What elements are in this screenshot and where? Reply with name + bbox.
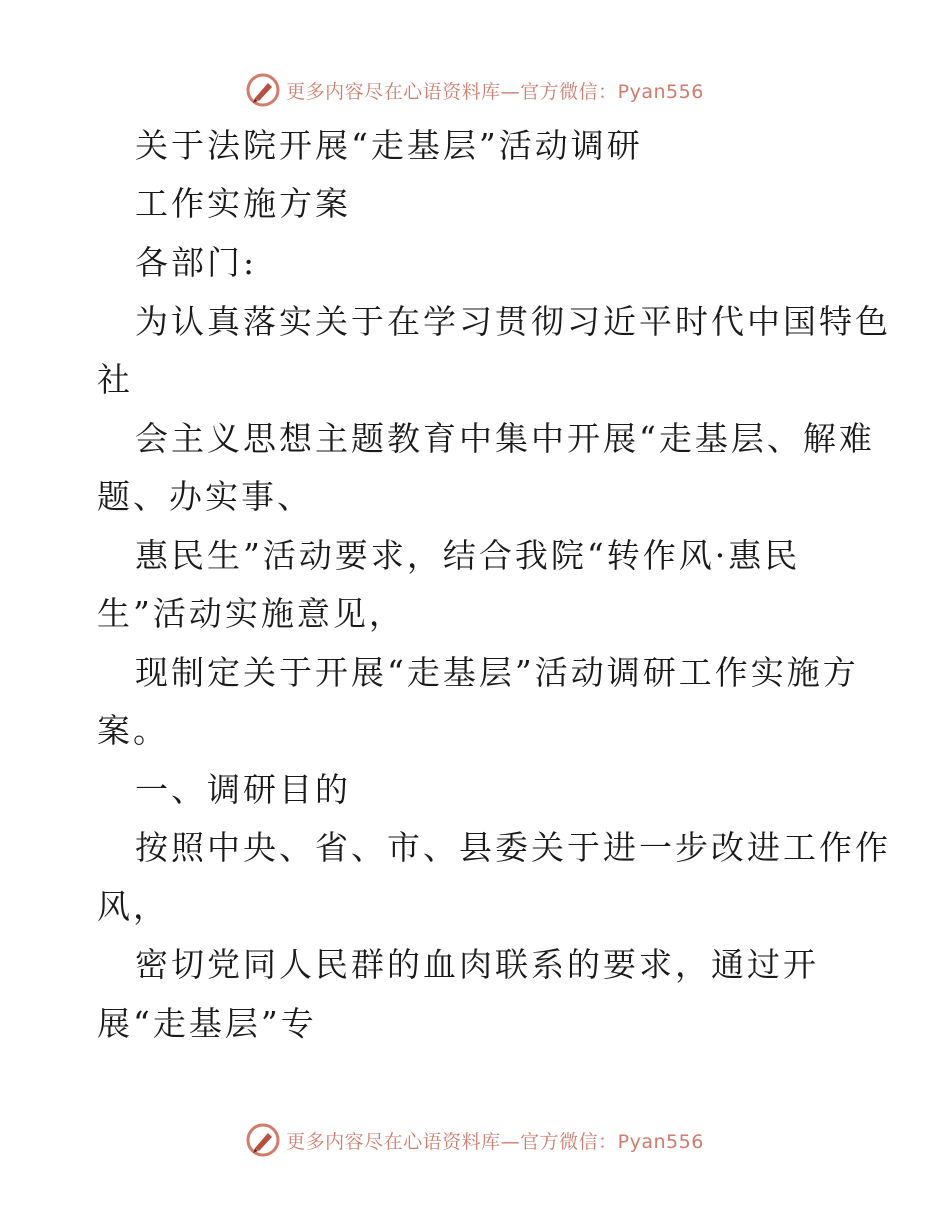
paragraph-line: 风，	[97, 887, 169, 926]
paragraph-line: 惠民生”活动要求，结合我院“转作风·惠民	[135, 536, 801, 575]
paragraph-line: 社	[97, 360, 133, 399]
watermark-header	[0, 70, 950, 110]
paragraph-line: 会主义思想主题教育中集中开展“走基层、解难	[135, 419, 875, 458]
watermark-text: 更多内容尽在心语资料库—官方微信：Pyan556	[286, 1130, 704, 1153]
paragraph-line: 案。	[97, 711, 169, 750]
paragraph-line: 展“走基层”专	[97, 1004, 317, 1043]
paragraph-line: 题、办实事、	[97, 477, 313, 516]
pen-logo-icon	[246, 1123, 280, 1157]
watermark-text: 更多内容尽在心语资料库—官方微信：Pyan556	[286, 80, 704, 103]
paragraph-line: 按照中央、省、市、县委关于进一步改进工作作	[135, 828, 891, 867]
paragraph-line: 密切党同人民群的血肉联系的要求，通过开	[135, 945, 819, 984]
watermark-footer	[0, 1120, 950, 1160]
paragraph-line: 生”活动实施意见，	[97, 594, 405, 633]
pen-logo-icon	[246, 73, 280, 107]
paragraph-line: 为认真落实关于在学习贯彻习近平时代中国特色	[135, 302, 891, 341]
document-title-line-2: 工作实施方案	[135, 184, 351, 223]
document-title-line-1: 关于法院开展“走基层”活动调研	[135, 126, 643, 165]
section-heading: 一、调研目的	[135, 770, 351, 809]
salutation: 各部门:	[135, 243, 258, 282]
paragraph-line: 现制定关于开展“走基层”活动调研工作实施方	[135, 653, 859, 692]
